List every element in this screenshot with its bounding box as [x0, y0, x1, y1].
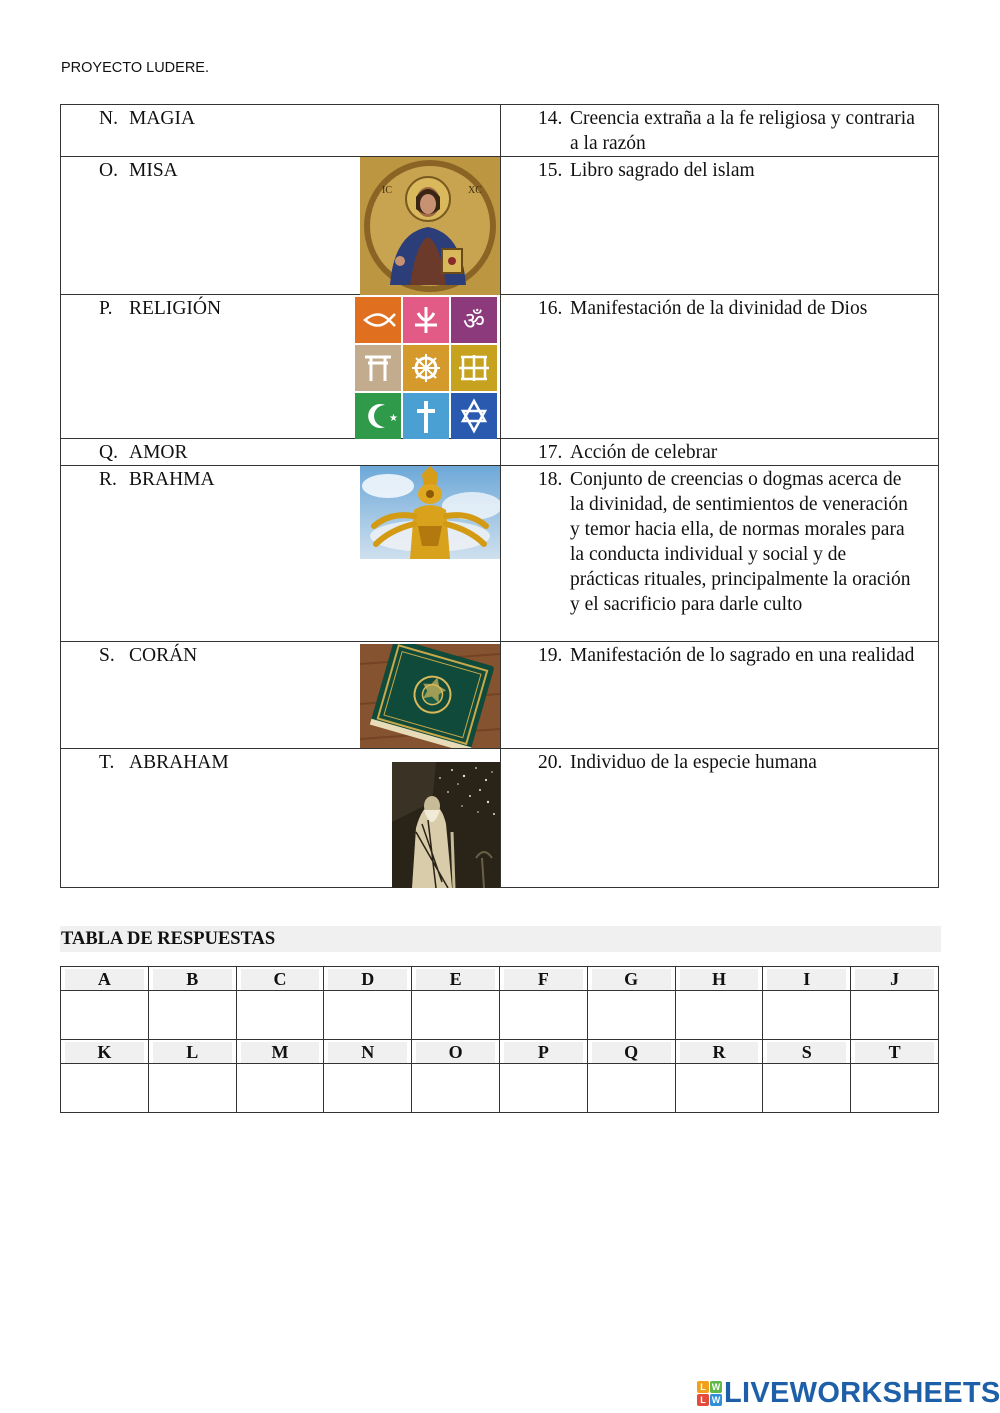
- answer-letter: R: [675, 1040, 763, 1064]
- term-label: MAGIA: [129, 108, 196, 129]
- term-cell: [61, 642, 501, 749]
- answer-letter: C: [236, 967, 324, 991]
- answer-letter: K: [61, 1040, 149, 1064]
- term-letter: T.: [99, 752, 115, 773]
- answer-cell[interactable]: [675, 991, 763, 1040]
- definition-text: Manifestación de la divinidad de Dios: [570, 298, 868, 319]
- term-letter: N.: [99, 108, 118, 129]
- term-label: AMOR: [129, 442, 188, 463]
- answer-letter: A: [61, 967, 149, 991]
- definition-text: Manifestación de lo sagrado en una realidad: [570, 645, 915, 666]
- answer-letter: M: [236, 1040, 324, 1064]
- definition-number: 15.: [538, 160, 563, 181]
- answer-cell[interactable]: [236, 991, 324, 1040]
- answer-cell[interactable]: [324, 991, 412, 1040]
- answer-cell[interactable]: [236, 1064, 324, 1113]
- answer-letter: G: [587, 967, 675, 991]
- definition-text: Libro sagrado del islam: [570, 160, 755, 181]
- definition-cell: [501, 466, 939, 642]
- answer-cell[interactable]: [148, 991, 236, 1040]
- answer-cell[interactable]: [148, 1064, 236, 1113]
- term-letter: S.: [99, 645, 115, 666]
- definition-cell: [501, 642, 939, 749]
- definition-number: 18.: [538, 469, 563, 490]
- answer-cell[interactable]: [324, 1064, 412, 1113]
- answer-cell[interactable]: [763, 1064, 851, 1113]
- answers-input-row: [61, 1064, 939, 1113]
- answer-letter: P: [499, 1040, 587, 1064]
- definition-text: Creencia extraña a la fe religiosa y contraria a la razón: [570, 108, 915, 154]
- answers-input-row: [61, 991, 939, 1040]
- term-label: ABRAHAM: [129, 752, 229, 773]
- term-cell: [61, 295, 501, 439]
- table-row: [61, 295, 939, 439]
- term-cell: [61, 157, 501, 295]
- term-letter: Q.: [99, 442, 118, 463]
- term-label: BRAHMA: [129, 469, 215, 490]
- answer-letter: S: [763, 1040, 851, 1064]
- table-row: [61, 749, 939, 888]
- table-row: [61, 157, 939, 295]
- definition-cell: [501, 295, 939, 439]
- definition-text: Acción de celebrar: [570, 442, 718, 463]
- answers-header-row: [61, 1040, 939, 1064]
- answer-cell[interactable]: [587, 1064, 675, 1113]
- table-row: [61, 466, 939, 642]
- answer-cell[interactable]: [763, 991, 851, 1040]
- definition-number: 16.: [538, 298, 563, 319]
- quran-book-image: [360, 644, 500, 748]
- answer-letter: J: [851, 967, 939, 991]
- answer-letter: L: [148, 1040, 236, 1064]
- answer-letter: F: [499, 967, 587, 991]
- term-label: MISA: [129, 160, 178, 181]
- page-header: PROYECTO LUDERE.: [61, 60, 209, 76]
- logo-text: LIVEWORKSHEETS: [724, 1377, 1000, 1409]
- answer-letter: H: [675, 967, 763, 991]
- term-letter: R.: [99, 469, 117, 490]
- definition-number: 17.: [538, 442, 563, 463]
- definition-cell: [501, 439, 939, 466]
- brahma-statue-image: [360, 466, 500, 559]
- definition-number: 14.: [538, 108, 563, 129]
- logo-mark-icon: L W L W: [697, 1381, 722, 1406]
- answer-cell[interactable]: [675, 1064, 763, 1113]
- liveworksheets-logo: [697, 1378, 1000, 1408]
- answer-cell[interactable]: [61, 1064, 149, 1113]
- definition-cell: [501, 105, 939, 157]
- table-row: [61, 439, 939, 466]
- abraham-engraving-image: [392, 762, 500, 888]
- answer-cell[interactable]: [587, 991, 675, 1040]
- matching-table: [60, 104, 939, 888]
- term-label: RELIGIÓN: [129, 298, 222, 319]
- answer-cell[interactable]: [499, 991, 587, 1040]
- term-cell: [61, 105, 501, 157]
- answer-cell[interactable]: [851, 991, 939, 1040]
- definition-text: Individuo de la especie humana: [570, 752, 817, 773]
- answer-letter: D: [324, 967, 412, 991]
- svg-text:XC: XC: [468, 185, 482, 196]
- term-label: CORÁN: [129, 645, 198, 666]
- term-letter: P.: [99, 298, 113, 319]
- answer-cell[interactable]: [412, 1064, 500, 1113]
- answer-letter: O: [412, 1040, 500, 1064]
- answers-header-row: [61, 967, 939, 991]
- christ-mosaic-image: [360, 157, 500, 295]
- term-cell: [61, 439, 501, 466]
- definition-cell: [501, 749, 939, 888]
- term-letter: O.: [99, 160, 118, 181]
- definition-number: 19.: [538, 645, 563, 666]
- answer-letter: Q: [587, 1040, 675, 1064]
- table-row: [61, 105, 939, 157]
- definition-cell: [501, 157, 939, 295]
- religious-symbols-image: [355, 297, 497, 439]
- answer-letter: B: [148, 967, 236, 991]
- definition-text: Conjunto de creencias o dogmas acerca de la divinidad, de sentimientos de veneración y temor hacia ella, de normas morales para la conducta individual y social y de prácticas rituales, principalmente la oración y el sacrificio para darle culto: [570, 469, 911, 615]
- answer-letter: I: [763, 967, 851, 991]
- svg-text:IC: IC: [382, 185, 392, 196]
- answers-title: TABLA DE RESPUESTAS: [60, 926, 941, 952]
- answers-table: [60, 966, 939, 1113]
- answer-cell[interactable]: [851, 1064, 939, 1113]
- svg-text:ॐ: ॐ: [463, 307, 485, 335]
- answer-letter: T: [851, 1040, 939, 1064]
- answer-cell[interactable]: [412, 991, 500, 1040]
- table-row: [61, 642, 939, 749]
- answer-cell[interactable]: [499, 1064, 587, 1113]
- answer-letter: N: [324, 1040, 412, 1064]
- svg-text:★: ★: [389, 413, 398, 424]
- answer-cell[interactable]: [61, 991, 149, 1040]
- term-cell: [61, 749, 501, 888]
- definition-number: 20.: [538, 752, 563, 773]
- term-cell: [61, 466, 501, 642]
- answer-letter: E: [412, 967, 500, 991]
